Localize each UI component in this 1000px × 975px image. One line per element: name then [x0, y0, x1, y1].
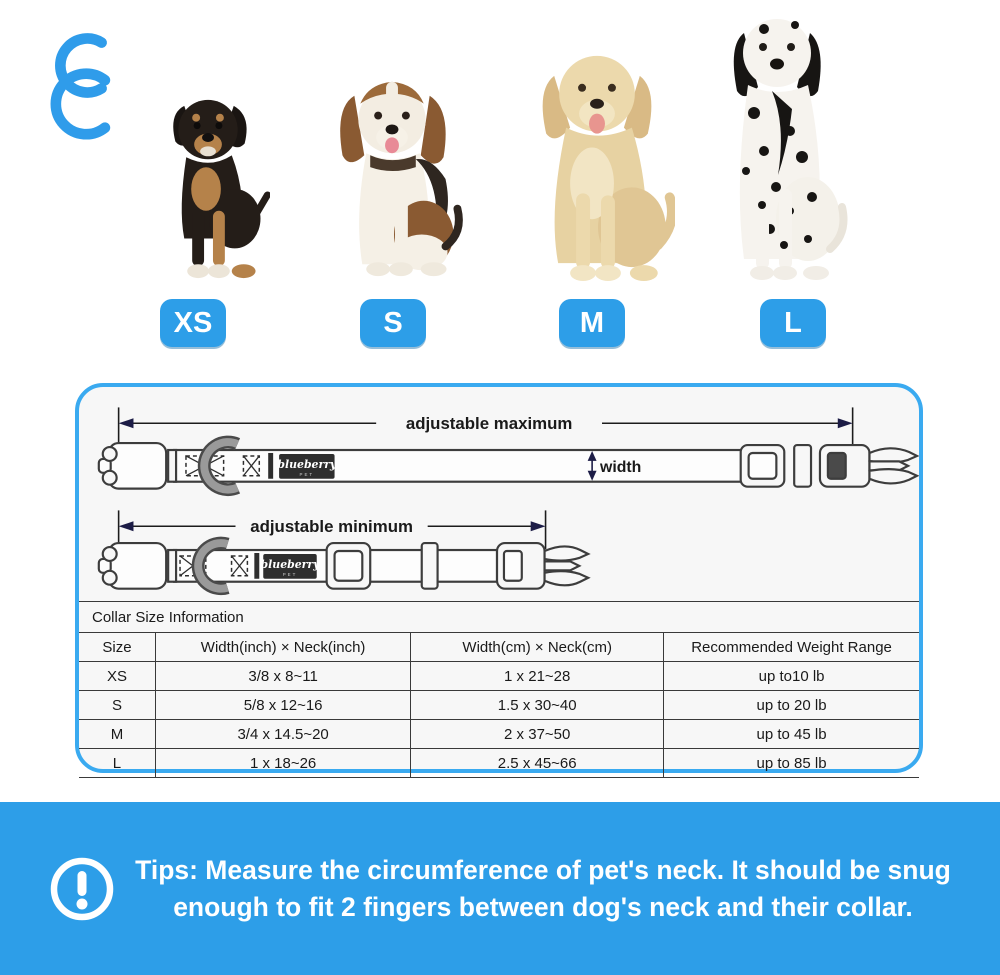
cell-cm: 2.5 x 45~66 [411, 749, 664, 778]
cell-weight: up to 85 lb [664, 749, 919, 778]
brand-logo-icon [28, 16, 118, 142]
brand-patch [277, 454, 337, 479]
collar-diagram-maximum [79, 395, 919, 507]
cell-weight: up to 20 lb [664, 691, 919, 720]
cell-cm: 2 x 37~50 [411, 720, 664, 749]
col-header-weight-range: Recommended Weight Range [664, 633, 919, 662]
brand-patch-text: blueberry [260, 557, 320, 571]
female-buckle [109, 443, 166, 489]
adjustable-maximum-label: adjustable maximum [405, 414, 573, 434]
cell-size: S [79, 691, 155, 720]
cell-size: M [79, 720, 155, 749]
cell-weight: up to10 lb [664, 662, 919, 691]
tips-line-2: enough to fit 2 fingers between dog's neck and their collar. [173, 891, 913, 922]
measurement-panel [75, 383, 923, 773]
tips-text [135, 852, 951, 926]
col-header-size: Size [79, 633, 155, 662]
size-badge-m [559, 299, 625, 347]
size-badge-l [760, 299, 826, 347]
size-badge-xs [160, 299, 226, 347]
tips-banner [0, 802, 1000, 975]
table-row-l [79, 749, 919, 778]
cell-weight: up to 45 lb [664, 720, 919, 749]
width-label: width [600, 458, 642, 476]
col-header-width-neck-cm: Width(cm) × Neck(cm) [411, 633, 664, 662]
tips-line-1: Tips: Measure the circumference of pet's neck. It should be snug [135, 854, 951, 885]
table-row-xs [79, 662, 919, 691]
brand-patch [261, 554, 321, 579]
dog-photo-xs-puppy [150, 88, 270, 286]
keeper-loop [794, 445, 811, 487]
size-badge-xs-label: XS [173, 306, 213, 339]
size-badge-s-label: S [383, 306, 403, 339]
collar-diagram-minimum [79, 505, 919, 600]
table-title: Collar Size Information [79, 602, 919, 633]
dog-photo-s-beagle [318, 68, 468, 286]
table-row-s [79, 691, 919, 720]
cell-size: XS [79, 662, 155, 691]
cell-size: L [79, 749, 155, 778]
cell-cm: 1 x 21~28 [411, 662, 664, 691]
cell-cm: 1.5 x 30~40 [411, 691, 664, 720]
female-buckle [109, 543, 166, 589]
keeper-loop [422, 543, 438, 589]
collar-size-table [79, 601, 919, 778]
cell-inch: 3/8 x 8~11 [155, 662, 410, 691]
dog-photo-m-golden-retriever [520, 32, 675, 286]
table-row-m [79, 720, 919, 749]
adjustable-minimum-label: adjustable minimum [250, 517, 413, 537]
exclamation-icon [49, 856, 115, 922]
collar-strap [174, 450, 762, 482]
brand-patch-subtext: PET [299, 471, 315, 477]
cell-inch: 1 x 18~26 [155, 749, 410, 778]
brand-patch-subtext: PET [282, 571, 298, 577]
size-badge-s [360, 299, 426, 347]
size-badge-l-label: L [784, 306, 802, 339]
dog-photo-l-dalmatian [712, 5, 852, 286]
cell-inch: 3/4 x 14.5~20 [155, 720, 410, 749]
cell-inch: 5/8 x 12~16 [155, 691, 410, 720]
brand-patch-text: blueberry [277, 457, 337, 471]
size-badge-m-label: M [579, 306, 605, 339]
col-header-width-neck-inch: Width(inch) × Neck(inch) [155, 633, 410, 662]
